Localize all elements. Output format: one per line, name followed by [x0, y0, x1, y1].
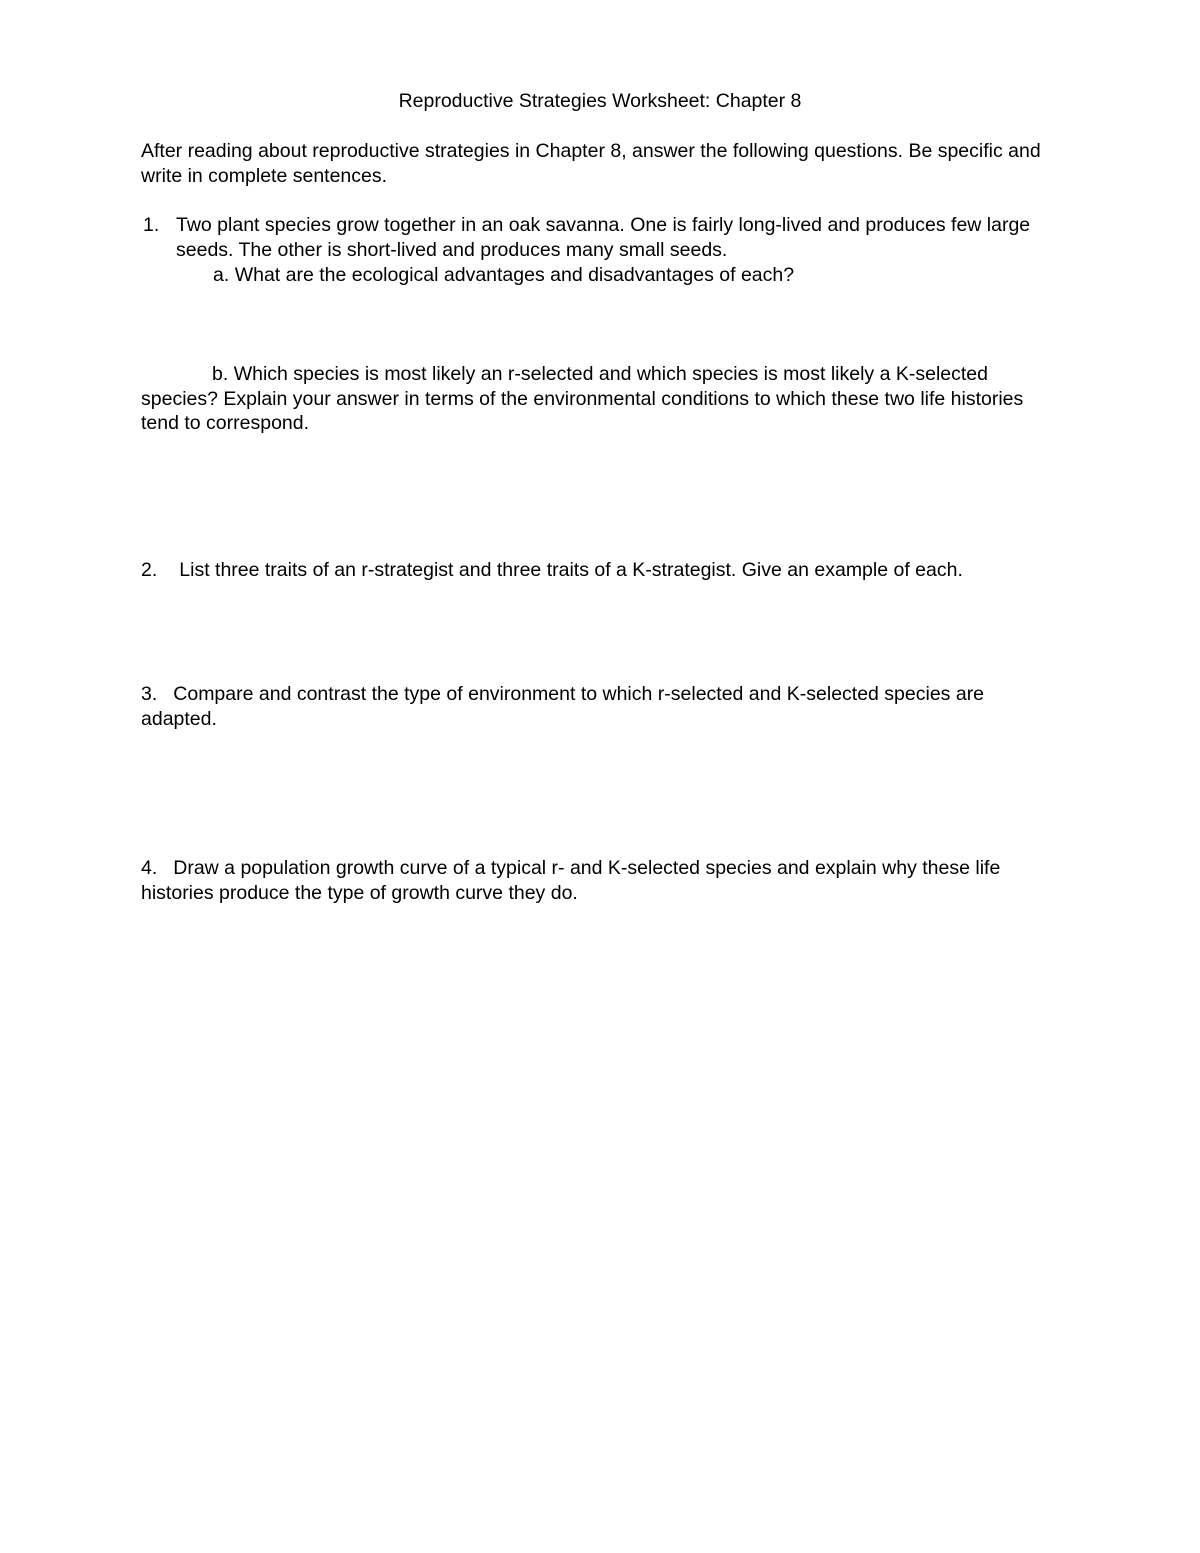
question-1-number: 1. [143, 214, 160, 236]
instructions-paragraph: After reading about reproductive strategies in Chapter 8, answer the following questions. Be specific and write in complete sentences. [141, 140, 1041, 187]
question-1b [141, 362, 1051, 436]
question-2 [141, 558, 963, 583]
question-2-text: List three traits of an r-strategist and three traits of a K-strategist. Give an example of each. [179, 559, 963, 581]
question-1b-text: Which species is most likely an r-selected and which species is most likely a K-selected species? Explain your answer in terms of the environmental conditions to which these two life histories tend to correspond. [141, 363, 1024, 434]
question-4-text: Draw a population growth curve of a typical r- and K-selected species and explain why these life histories produce the type of growth curve they do. [141, 857, 1001, 904]
question-4 [141, 856, 1066, 905]
question-4-number: 4. [141, 857, 158, 879]
question-3 [141, 682, 1046, 731]
question-1a-label: a. [213, 264, 230, 286]
question-1b-label: b. [212, 363, 229, 385]
question-1a [213, 263, 794, 288]
question-3-number: 3. [141, 683, 158, 705]
question-1-text: Two plant species grow together in an oak savanna. One is fairly long-lived and produces few large seeds. The other is short-lived and produces many small seeds. [176, 214, 1031, 261]
page-title: Reproductive Strategies Worksheet: Chapter 8 [398, 90, 802, 112]
question-1a-text: What are the ecological advantages and disadvantages of each? [234, 264, 795, 286]
question-2-number: 2. [141, 559, 158, 581]
question-3-text: Compare and contrast the type of environment to which r-selected and K-selected species are adapted. [141, 683, 985, 730]
